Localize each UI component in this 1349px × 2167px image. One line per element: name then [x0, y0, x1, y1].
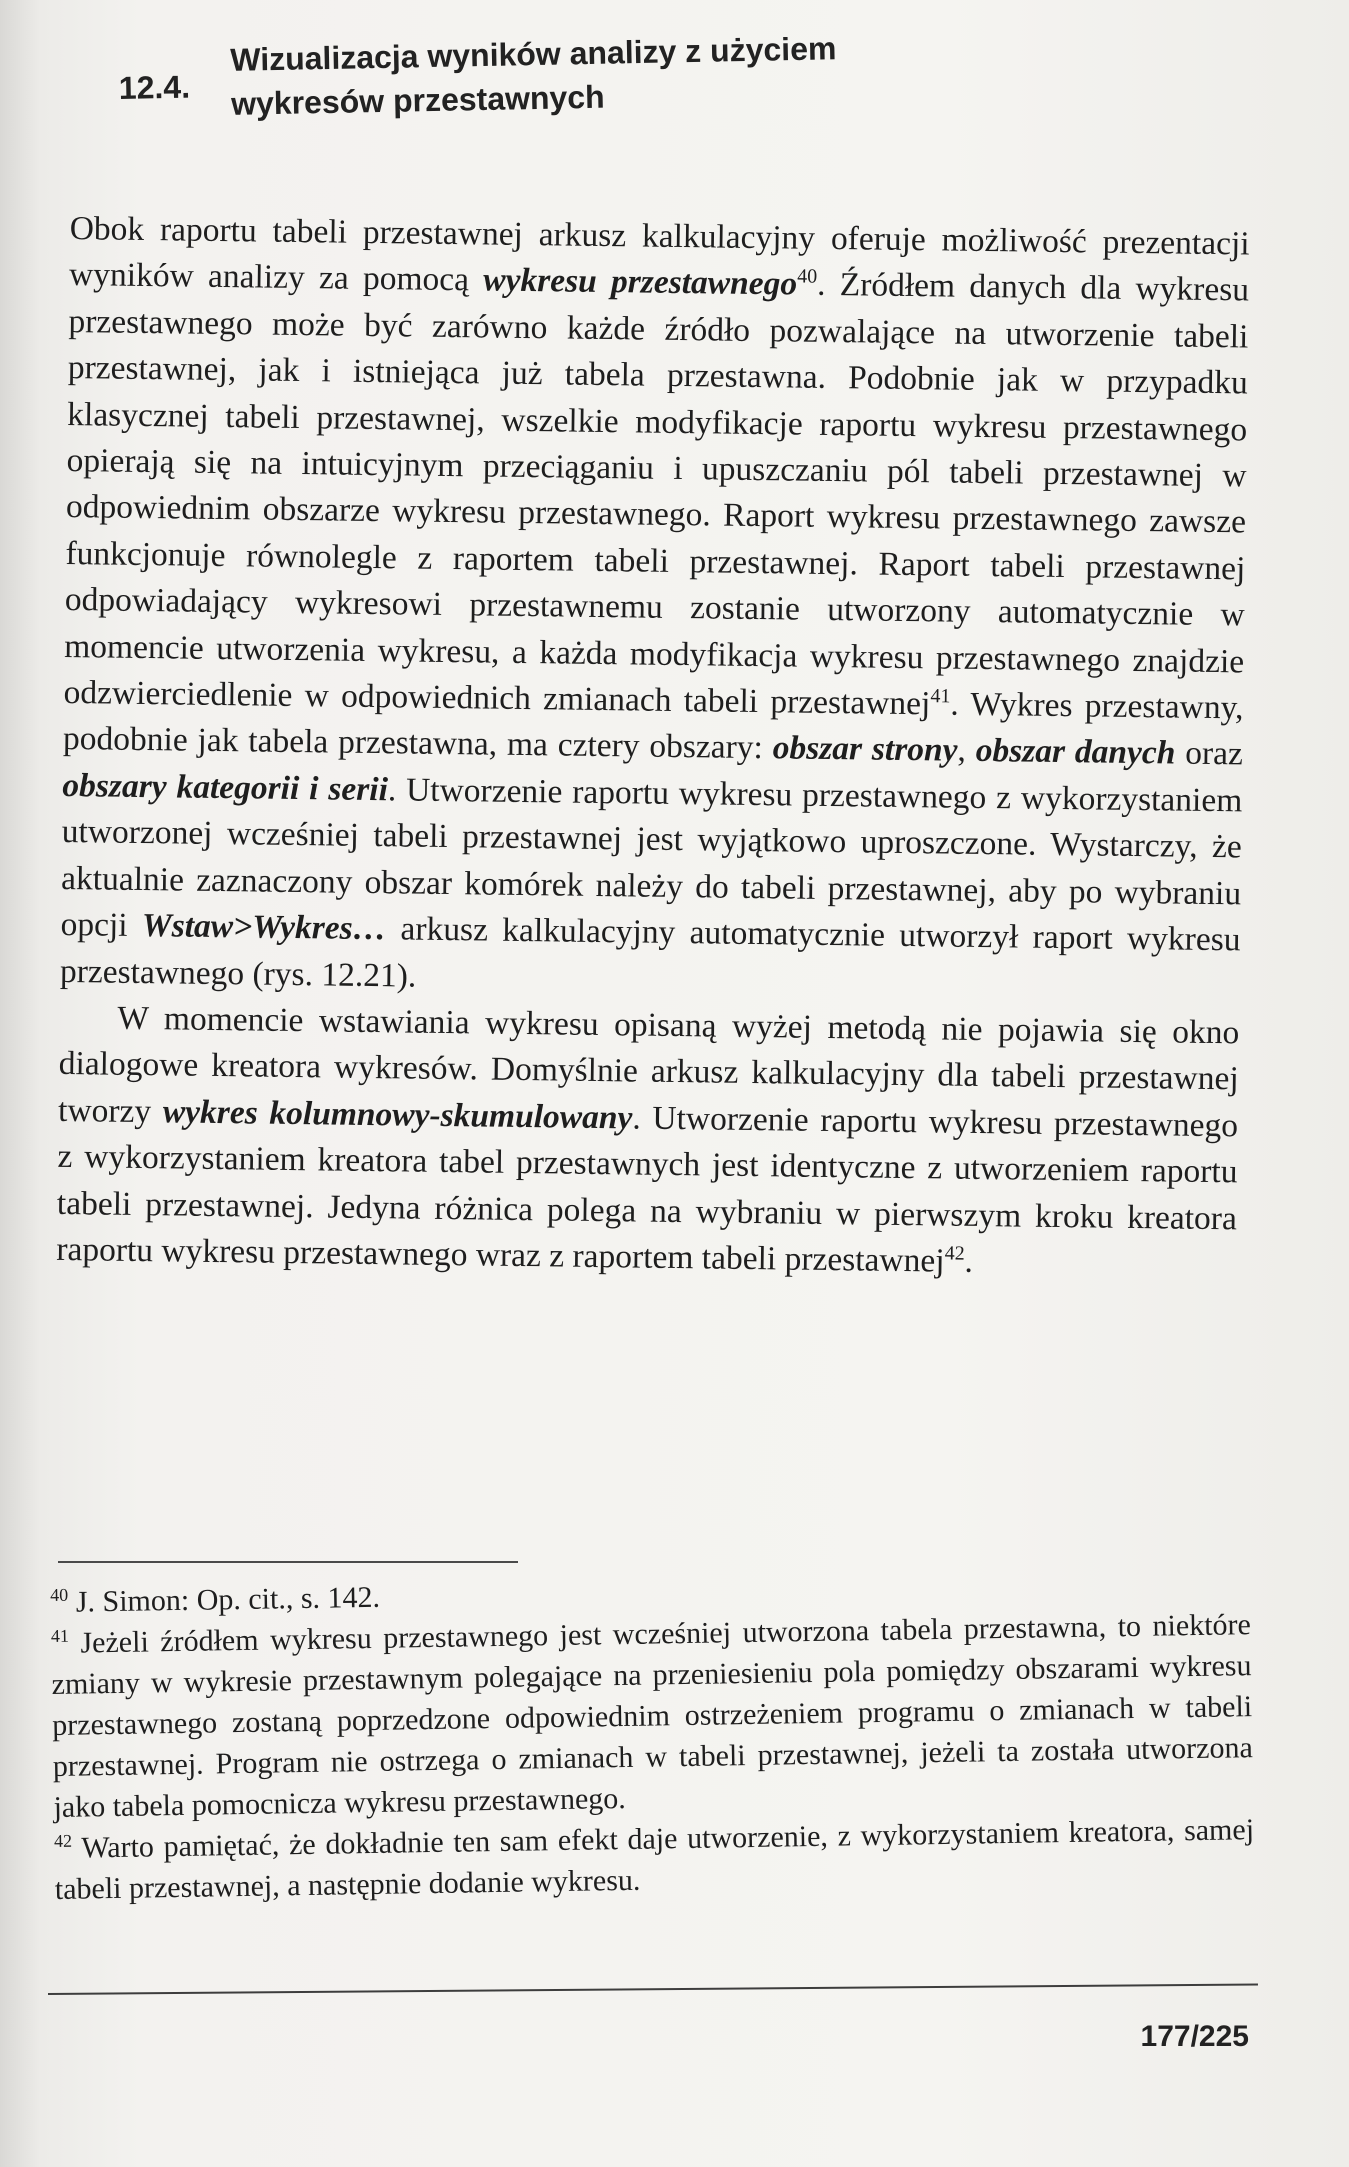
text-run: . Źródłem danych dla wykresu przestawnego może być zarówno każde źródło pozwalające na utworzenie tabeli przestawnej, jak i istniejąca już tabela przestawna. Podobnie jak w przypadku klasycznej tabeli przestawnej, wszelkie modyfikacje raportu wykresu przestawnego opierają się na intuicyjnym przeciąganiu i upuszczaniu pól tabeli przestawnej w odpowiednim obszarze wykresu przestawnego. Raport wykresu przestawnego zawsze funkcjonuje równolegle z raportem tabeli przestawnej. Raport tabeli przestawnej odpowiadający wykresowi przestawnemu zostanie utworzony automatycznie w momencie utworzenia wykresu, a każda modyfikacja wykresu przestawnego znajdzie odzwierciedlenie w odpowiednich zmianach tabeli przestawnej: [63, 266, 1250, 723]
text-run: Obok raportu tabeli przestawnej arkusz kalkulacyjny oferuje możliwość prezentacji wyników analizy za pomocą: [68, 209, 1250, 299]
bottom-rule: [48, 1983, 1258, 1995]
menu-path: Wstaw>Wykres…: [141, 907, 387, 948]
text-run: . Utworzenie raportu wykresu przestawnego z wykorzystaniem kreatora tabel przestawnych jest identyczne z utworzeniem raportu tabeli przestawnej. Jedyna różnica polega na wybraniu w pierwszym kroku kreatora raportu wykresu przestawnego wraz z raportem tabeli przestawnej: [56, 1099, 1239, 1280]
footnote-separator: [58, 1561, 518, 1563]
page-number: 177/225: [1140, 2020, 1249, 2053]
footnote-number: 41: [50, 1625, 70, 1646]
text-run: W momencie wstawiania wykresu opisaną wyżej metodą nie pojawia się okno dialogowe kreatora wykresów. Domyślnie arkusz kalkulacyjny dla tabeli przestawnej tworzy: [57, 999, 1240, 1131]
emphasis-term: wykres kolumnowy-skumulowany: [162, 1093, 633, 1137]
section-heading: [118, 25, 1118, 122]
text-run: oraz: [1175, 734, 1244, 773]
footnote-text: Warto pamiętać, że dokładnie ten sam efekt daje utworzenie, z wykorzystaniem kreatora, samej tabeli przestawnej, a następnie dodanie wykresu.: [54, 1813, 1255, 1906]
section-number: 12.4.: [118, 68, 191, 106]
text-run: .: [964, 1242, 974, 1280]
footnote-41: [51, 1604, 1254, 1828]
emphasis-term: obszar strony: [772, 729, 958, 770]
emphasis-term: obszar danych: [975, 732, 1176, 772]
emphasis-term: wykresu przestawnego: [483, 261, 798, 303]
paragraph-2: [56, 995, 1240, 1289]
footnote-text: J. Simon: Op. cit., s. 142.: [75, 1580, 381, 1619]
footnote-number: 42: [53, 1830, 73, 1851]
body-text: [56, 206, 1250, 1289]
text-run: . Wykres przestawny, podobnie jak tabela przestawna, ma cztery obszary:: [62, 685, 1244, 767]
footnote-ref-42: 42: [944, 1242, 965, 1265]
text-run: ,: [957, 732, 976, 770]
footnote-ref-41: 41: [930, 685, 951, 708]
footnote-number: 40: [50, 1584, 69, 1605]
footnotes: [50, 1563, 1255, 1910]
emphasis-term: obszary kategorii i serii: [62, 766, 389, 809]
footnote-ref-40: 40: [797, 265, 818, 289]
paragraph-1: [60, 206, 1250, 1010]
footnote-42: [54, 1809, 1255, 1910]
footnote-text: Jeżeli źródłem wykresu przestawnego jest wcześniej utworzona tabela przestawna, to niektóre zmiany w wykresie przestawnym polegające na przeniesieniu pola pomiędzy obszarami wykresu przestawnego zostaną poprzedzone odpowiednim ostrzeżeniem programu o zmianach w tabeli przestawnej. Program nie ostrzega o zmianach w tabeli przestawnej, jeżeli ta została utworzona jako tabela pomocnicza wykresu przestawnego.: [51, 1608, 1254, 1824]
section-title-line-1: Wizualizacja wyników analizy z użyciem: [229, 30, 837, 78]
text-run: . Utworzenie raportu wykresu przestawnego z wykorzystaniem utworzonej wcześniej tabeli przestawnej jest wyjątkowo uproszczone. Wystarczy, że aktualnie zaznaczony obszar komórek należy do tabeli przestawnej, aby po wybraniu opcji: [60, 771, 1243, 945]
text-run: arkusz kalkulacyjny automatycznie utworzył raport wykresu przestawnego (rys. 12.21).: [59, 910, 1241, 995]
section-title-line-2: wykresów przestawnych: [230, 78, 605, 122]
